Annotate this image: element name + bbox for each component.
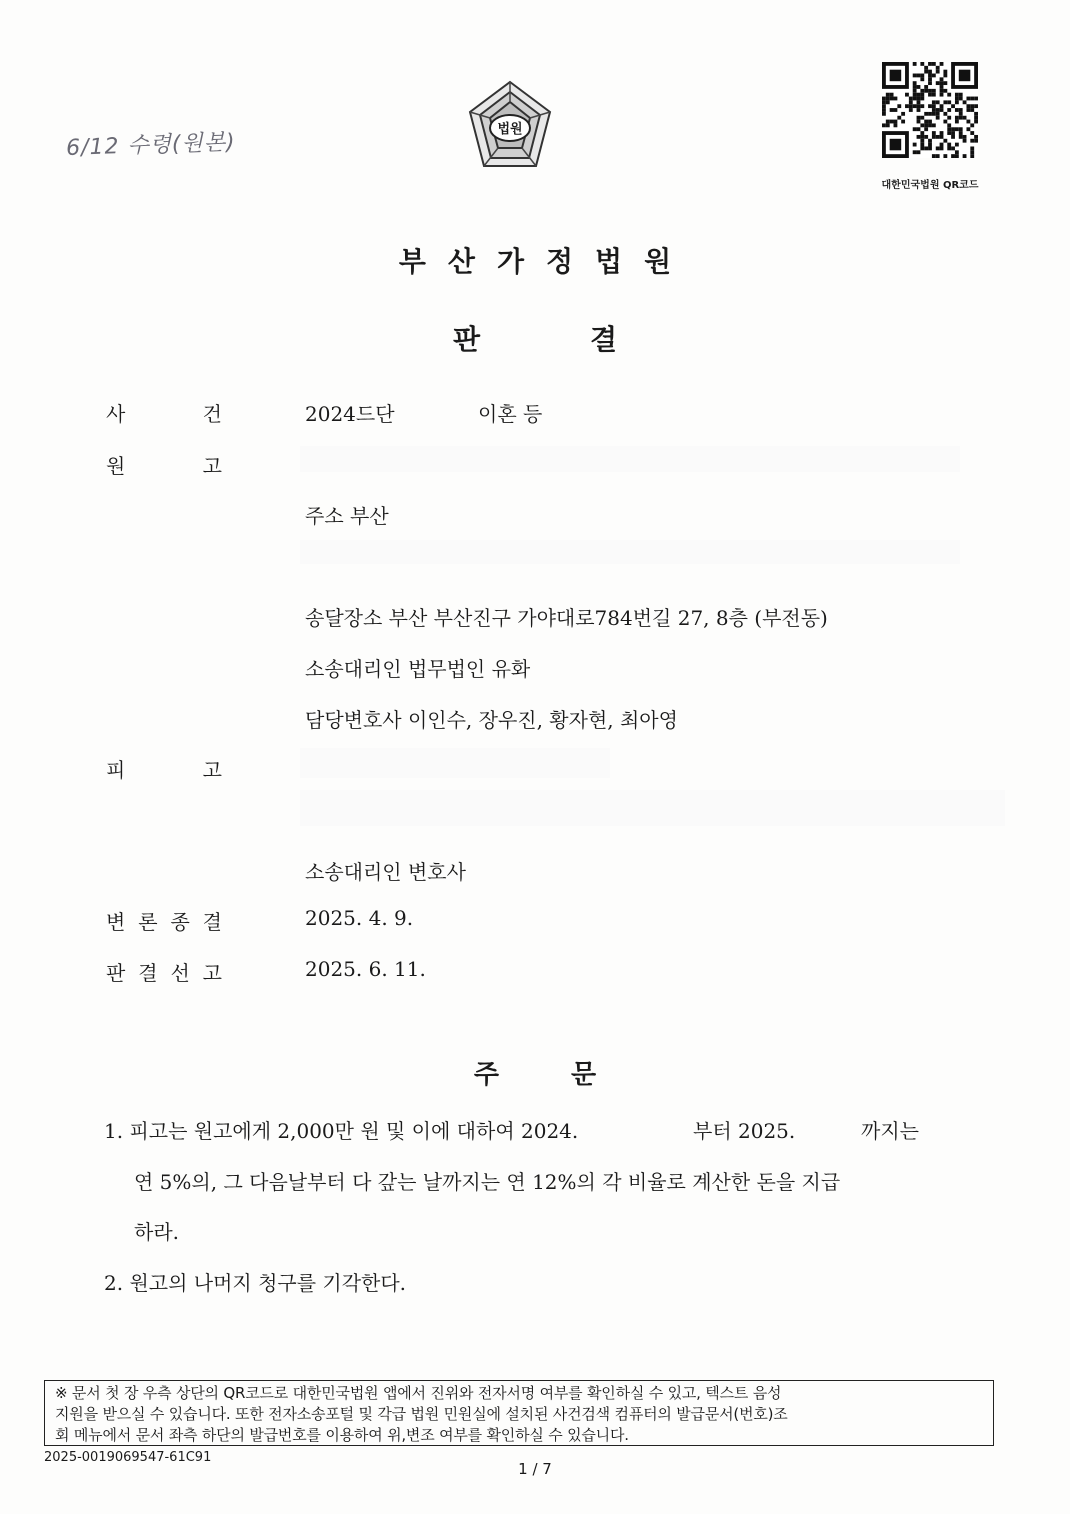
redacted-block — [300, 540, 960, 564]
notice-line: 회 메뉴에서 문서 좌측 하단의 발급번호를 이용하여 위,변조 여부를 확인하실 수 있습니다. — [55, 1426, 629, 1444]
order-item-1-line-2: 연 5%의, 그 다음날부터 다 갚는 날까지는 연 12%의 각 비율로 계산한 돈을 지급 — [134, 1170, 841, 1194]
title-char: 결 — [590, 323, 618, 356]
order-item-1-part-a: 1. 피고는 원고에게 2,000만 원 및 이에 대하여 2024. — [104, 1119, 579, 1143]
qr-code-block — [872, 58, 988, 191]
redacted-block — [300, 790, 1005, 826]
case-number: 2024드단 — [305, 402, 395, 426]
qr-caption: 대한민국법원 QR코드 — [881, 180, 979, 191]
case-label: 사 건 — [106, 402, 222, 426]
plaintiff-label: 원 고 — [106, 454, 222, 478]
issue-number: 2025-0019069547-61C91 — [44, 1450, 212, 1465]
court-name: 부산가정법원 — [398, 245, 694, 278]
order-item-1-part-c: 까지는 — [861, 1119, 919, 1143]
judgment-date-label: 판 결 선 고 — [106, 961, 222, 985]
title-char: 판 — [452, 323, 480, 356]
plaintiff-address: 주소 부산 — [305, 504, 389, 528]
emblem-label: 법원 — [497, 122, 523, 137]
order-title: 주 문 — [473, 1060, 597, 1090]
order-item-2: 2. 원고의 나머지 청구를 기각한다. — [104, 1271, 407, 1295]
plaintiff-counsel: 소송대리인 법무법인 유화 — [305, 657, 531, 681]
notice-line: 지원을 받으실 수 있습니다. 또한 전자소송포털 및 각급 법원 민원실에 설치된 사건검색 컴퓨터의 발급문서(번호)조 — [55, 1405, 788, 1423]
court-emblem — [466, 78, 554, 172]
hearing-closed-label: 변 론 종 결 — [106, 910, 222, 934]
qr-code-icon — [882, 62, 978, 158]
defendant-counsel: 소송대리인 변호사 — [305, 860, 466, 884]
redacted-block — [300, 446, 960, 472]
defendant-label: 피 고 — [106, 758, 222, 782]
verification-notice — [44, 1380, 994, 1446]
order-item-1-line-3: 하라. — [134, 1220, 179, 1244]
order-item-1-part-b: 부터 2025. — [693, 1119, 796, 1143]
page-number: 1 / 7 — [518, 1460, 552, 1478]
case-name: 이혼 등 — [478, 402, 543, 426]
plaintiff-service-address: 송달장소 부산 부산진구 가야대로784번길 27, 8층 (부전동) — [305, 606, 828, 630]
handwritten-receipt-note: 6/12 수령(원본) — [65, 130, 237, 161]
notice-line: ※ 문서 첫 장 우측 상단의 QR코드로 대한민국법원 앱에서 진위와 전자서명 여부를 확인하실 수 있고, 텍스트 음성 — [55, 1384, 782, 1402]
plaintiff-attorneys: 담당변호사 이인수, 장우진, 황자현, 최아영 — [305, 708, 678, 732]
redacted-block — [300, 748, 610, 778]
hearing-closed-date: 2025. 4. 9. — [305, 906, 414, 930]
judgment-date: 2025. 6. 11. — [305, 957, 426, 981]
document-title — [0, 318, 1070, 358]
